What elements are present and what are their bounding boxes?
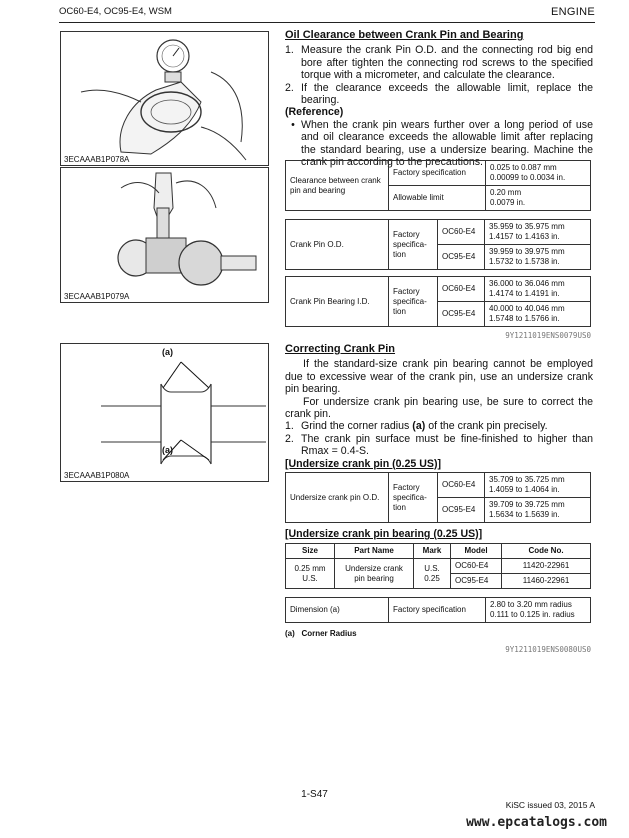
header-section: ENGINE	[551, 6, 595, 18]
undersize-bearing-title: [Undersize crank pin bearing (0.25 US)]	[285, 528, 483, 540]
reference-item: • When the crank pin wears further over a long period of use and oil clearance exceeds the allowable limit after replacing the standard bearing, use a undersize bearing. Machine the crank pin according to the precautions.	[291, 118, 593, 169]
figure-caption: 3ECAAAB1P078A	[64, 155, 130, 164]
step-item: 2. The crank pin surface must be fine-finished to higher than Rmax = 0.4-S.	[285, 432, 593, 458]
paragraph: If the standard-size crank pin bearing cannot be employed due to excessive wear of the crank pin, use an undersize crank pin bearing.	[285, 358, 593, 396]
step-item: 1. Measure the crank Pin O.D. and the connecting rod big end bore after tighten the connecting rod screws to the specified torque with a micrometer, and calculate the clearance.	[285, 44, 593, 82]
figure-corner-radius	[60, 343, 269, 482]
figure-caption: 3ECAAAB1P080A	[64, 471, 130, 480]
clearance-table: Clearance between crank pin and bearing Factory specification 0.025 to 0.087 mm 0.00099 to 0.0034 in. Allowable limit 0.20 mm 0.0079 in.	[285, 160, 591, 211]
dimension-table: Dimension (a) Factory specification 2.80 to 3.20 mm radius 0.111 to 0.125 in. radius	[285, 597, 591, 623]
undersize-crank-pin-table: Undersize crank pin O.D. Factory specifica-tion OC60-E4 35.709 to 35.725 mm 1.4059 to 1.4064 in. OC95-E4 39.709 to 39.725 mm 1.5634 to 1.5639 in.	[285, 472, 591, 523]
correcting-crank-pin-section	[285, 343, 593, 470]
figure-caption: 3ECAAAB1P079A	[64, 292, 130, 301]
paragraph: For undersize crank pin bearing use, be sure to correct the crank pin.	[285, 395, 593, 421]
crankshaft-illustration	[61, 168, 268, 302]
step-item: 1. Grind the corner radius (a) of the crank pin precisely.	[285, 420, 548, 433]
undersize-bearing-table: Size Part Name Mark Model Code No. 0.25 mm U.S. Undersize crank pin bearing U.S. 0.25 OC60-E4 11420-22961 OC95-E4 11460-22961	[285, 543, 591, 589]
section-title: Oil Clearance between Crank Pin and Bearing	[285, 29, 524, 41]
label-a-bottom: (a)	[162, 445, 173, 455]
micrometer-illustration	[61, 32, 268, 165]
label-a-top: (a)	[162, 347, 173, 357]
doc-code: 9Y1211019ENS0079US0	[505, 331, 591, 340]
doc-code: 9Y1211019ENS0080US0	[505, 645, 591, 654]
figure-crankshaft	[60, 167, 269, 303]
watermark: www.epcatalogs.com	[466, 815, 607, 830]
crank-pin-od-table: Crank Pin O.D. Factory specifica-tion OC60-E4 35.959 to 35.975 mm 1.4157 to 1.4163 in. OC95-E4 39.959 to 39.975 mm 1.5732 to 1.5738 in.	[285, 219, 591, 270]
header-models: OC60-E4, OC95-E4, WSM	[59, 6, 172, 17]
undersize-pin-title: [Undersize crank pin (0.25 US)]	[285, 457, 442, 470]
oil-clearance-section	[285, 29, 593, 168]
issued-note: KiSC issued 03, 2015 A	[505, 800, 595, 810]
step-item: 2. If the clearance exceeds the allowable limit, replace the bearing.	[285, 81, 593, 107]
section-title: Correcting Crank Pin	[285, 343, 396, 355]
page-number: 1-S47	[301, 789, 328, 800]
corner-radius-note: (a) Corner Radius	[285, 629, 357, 638]
figure-micrometer	[60, 31, 269, 166]
reference-label: (Reference)	[285, 106, 344, 119]
header-rule	[59, 22, 595, 23]
corner-radius-diagram	[61, 344, 268, 481]
crank-pin-bearing-id-table: Crank Pin Bearing I.D. Factory specifica-tion OC60-E4 36.000 to 36.046 mm 1.4174 to 1.4191 in. OC95-E4 40.000 to 40.046 mm 1.5748 to 1.5766 in.	[285, 276, 591, 327]
